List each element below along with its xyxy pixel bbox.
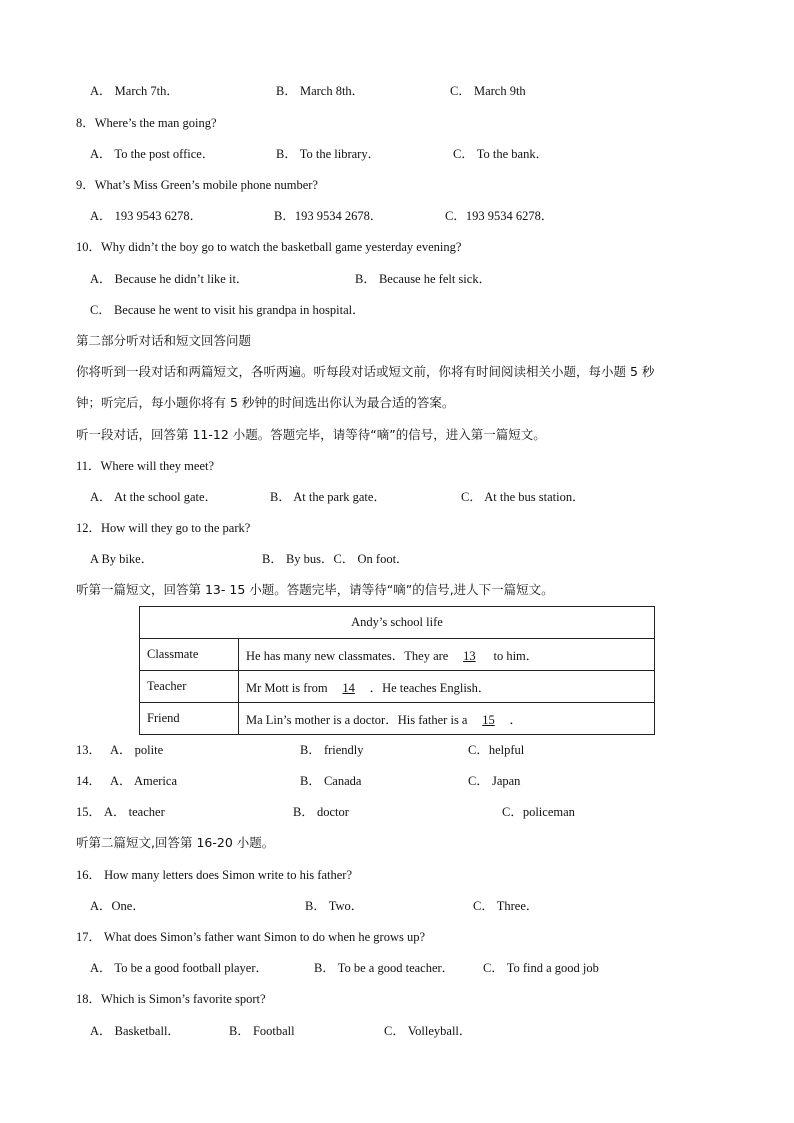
q18-options bbox=[0, 1021, 794, 1041]
q10-option-c-line bbox=[0, 300, 794, 320]
row-content: Ma Lin’s mother is a doctor．His father is a 15 ． bbox=[239, 703, 655, 735]
q10-stem: 10．Why didn’t the boy go to watch the basketball game yesterday evening? bbox=[76, 240, 462, 254]
q7-option-b: B． March 8th． bbox=[276, 84, 365, 98]
q18-option-c: C． Volleyball． bbox=[384, 1024, 472, 1038]
q8-stem: 8．Where’s the man going? bbox=[76, 116, 217, 130]
q12-option-bc: B． By bus．C． On foot． bbox=[262, 552, 409, 566]
q16-stem: 16． How many letters does Simon write to his father? bbox=[76, 868, 352, 882]
dialog-instruction: 听一段对话，回答第 11-12 小题。答题完毕，请等待“嘀”的信号，进入第一篇短文。 bbox=[76, 427, 546, 442]
q11-option-a: A． At the school gate． bbox=[90, 490, 218, 504]
passage2-instruction: 听第二篇短文,回答第 16-20 小题。 bbox=[76, 835, 275, 850]
table-row bbox=[140, 639, 655, 671]
blank-14: 14 bbox=[342, 680, 355, 695]
q11-options bbox=[0, 487, 794, 507]
q9-options bbox=[0, 206, 794, 226]
q7-option-a: A． March 7th． bbox=[90, 84, 179, 98]
row-content: He has many new classmates．They are 13 to him． bbox=[239, 639, 655, 671]
part2-title: 第二部分听对话和短文回答问题 bbox=[76, 333, 252, 348]
q9-option-c: C．193 9534 6278． bbox=[445, 209, 554, 223]
row-label: Friend bbox=[140, 703, 239, 735]
q17-options bbox=[0, 958, 794, 978]
q16-option-b: B． Two． bbox=[305, 899, 364, 913]
passage1-instruction: 听第一篇短文，回答第 13- 15 小题。答题完毕，请等待“嘀”的信号,进人下一篇短文。 bbox=[76, 582, 554, 597]
q14-option-b: B． Canada bbox=[300, 774, 362, 788]
q9-option-a: A． 193 9543 6278． bbox=[90, 209, 203, 223]
q13-options bbox=[0, 740, 794, 760]
q10-option-a: A． Because he didn’t like it． bbox=[90, 272, 249, 286]
q15-option-b: B． doctor bbox=[293, 805, 349, 819]
q11-option-c: C． At the bus station． bbox=[461, 490, 585, 504]
q17-option-c: C． To find a good job bbox=[483, 961, 599, 975]
table-row bbox=[140, 671, 655, 703]
q10-options-ab bbox=[0, 269, 794, 289]
table-row bbox=[140, 703, 655, 735]
q18-option-a: A． Basketball． bbox=[90, 1024, 180, 1038]
q15-number: 15． bbox=[76, 805, 102, 819]
q14-options bbox=[0, 771, 794, 791]
q8-options bbox=[0, 144, 794, 164]
q8-option-a: A． To the post office． bbox=[90, 147, 215, 161]
q13-option-c: C．helpful bbox=[468, 743, 525, 757]
school-life-table bbox=[139, 606, 655, 735]
q17-option-a: A． To be a good football player． bbox=[90, 961, 269, 975]
q12-option-a: A By bike． bbox=[90, 552, 154, 566]
q13-number: 13． bbox=[76, 743, 102, 757]
q11-stem: 11．Where will they meet? bbox=[76, 459, 215, 473]
table-title: Andy’s school life bbox=[140, 607, 655, 639]
q13-option-b: B． friendly bbox=[300, 743, 364, 757]
q11-option-b: B． At the park gate． bbox=[270, 490, 386, 504]
q14-option-c: C． Japan bbox=[468, 774, 521, 788]
row-content: Mr Mott is from 14 ．He teaches English． bbox=[239, 671, 655, 703]
q17-stem: 17． What does Simon’s father want Simon to do when he grows up? bbox=[76, 930, 426, 944]
q15-option-a: A． teacher bbox=[104, 805, 165, 819]
row-label: Teacher bbox=[140, 671, 239, 703]
part2-intro-1: 你将听到一段对话和两篇短文，各听两遍。听每段对话或短文前，你将有时间阅读相关小题，每小题 5 秒 bbox=[76, 364, 655, 379]
q14-number: 14． bbox=[76, 774, 102, 788]
q10-option-c: C． Because he went to visit his grandpa in hospital． bbox=[90, 303, 365, 317]
q7-options bbox=[0, 81, 794, 101]
blank-13: 13 bbox=[463, 648, 476, 663]
q16-option-c: C． Three． bbox=[473, 899, 539, 913]
q10-option-b: B． Because he felt sick． bbox=[355, 272, 492, 286]
blank-15: 15 bbox=[482, 712, 495, 727]
q9-option-b: B．193 9534 2678． bbox=[274, 209, 383, 223]
q18-stem: 18．Which is Simon’s favorite sport? bbox=[76, 992, 266, 1006]
q17-option-b: B． To be a good teacher． bbox=[314, 961, 455, 975]
q15-option-c: C．policeman bbox=[502, 805, 575, 819]
q7-option-c: C． March 9th bbox=[450, 84, 526, 98]
q8-option-b: B． To the library． bbox=[276, 147, 381, 161]
part2-intro-2: 钟；听完后，每小题你将有 5 秒钟的时间选出你认为最合适的答案。 bbox=[76, 395, 455, 410]
q16-options bbox=[0, 896, 794, 916]
q9-stem: 9．What’s Miss Green’s mobile phone number? bbox=[76, 178, 318, 192]
q13-option-a: A． polite bbox=[110, 743, 164, 757]
q16-option-a: A．One． bbox=[90, 899, 145, 913]
row-label: Classmate bbox=[140, 639, 239, 671]
q18-option-b: B． Football bbox=[229, 1024, 295, 1038]
q14-option-a: A． America bbox=[110, 774, 177, 788]
q8-option-c: C． To the bank． bbox=[453, 147, 549, 161]
q12-stem: 12．How will they go to the park? bbox=[76, 521, 251, 535]
q12-options bbox=[0, 549, 794, 569]
q15-options bbox=[0, 802, 794, 822]
table-header-row bbox=[140, 607, 655, 639]
